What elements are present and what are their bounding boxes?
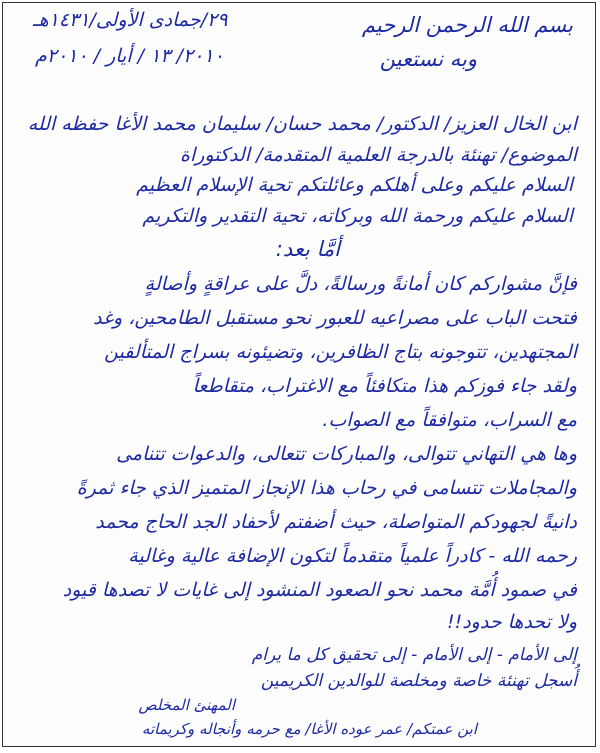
hijri-date: ٢٩/جمادى الأولى/١٤٣١هـ	[33, 9, 228, 31]
gregorian-date: ٢٠١٠/ ١٣ / أيار / ٢٠١٠م	[35, 45, 224, 67]
body-line-8: دانيةً لجهودكم المتواصلة، حيث أضفتم لأحفاد الجد الحاج محمد	[95, 511, 577, 533]
signoff: المهنئ المخلص	[138, 696, 235, 714]
body-line-10: في صمود أُمَّة محمد نحو الصعود المنشود إلى غايات لا تصدها قيود	[62, 579, 577, 601]
body-line-1: فإنَّ مشواركم كان أمانةً ورسالةً، دلَّ على عراقةٍ وأصالةٍ	[144, 273, 577, 295]
closing-line-2: أُسجل تهنئة خاصة ومخلصة للوالدين الكريمين	[260, 671, 577, 691]
greeting-line-2: السلام عليكم ورحمة الله وبركاته، تحية التقدير والتكريم	[142, 205, 573, 227]
body-line-7: والمجاملات تتسامى في رحاب هذا الإنجاز المتميز الذي جاء ثمرةً	[76, 477, 577, 499]
handwritten-letter	[2, 2, 596, 747]
body-line-2: فتحت الباب على مصراعيه للعبور نحو مستقبل الطامحين، وغد	[93, 307, 577, 329]
closing-line-1: إلى الأمام - إلى الأمام - إلى تحقيق كل ما يرام	[251, 645, 577, 665]
body-line-9: رحمه الله - كادراً علمياً متقدماً لتكون الإضافة عالية وغالية	[128, 545, 577, 567]
body-line-4: ولقد جاء فوزكم هذا متكافئاً مع الاغتراب، متقاطعاً	[192, 375, 577, 397]
subject-line: الموضوع/ تهنئة بالدرجة العلمية المتقدمة/ الدكتوراة	[179, 144, 577, 166]
greeting-line-1: السلام عليكم وعلى أهلكم وعائلتكم تحية الإسلام العظيم	[136, 174, 573, 196]
body-line-6: وها هي التهاني تتوالى، والمباركات تتعالى، والدعوات تتنامى	[116, 443, 577, 465]
body-line-3: المجتهدين، تتوجونه بتاج الظافرين، وتضيئونه بسراج المتألقين	[104, 341, 577, 363]
body-line-11: ولا تحدها حدود!!	[446, 611, 577, 633]
nastaeen-line: وبه نستعين	[379, 47, 477, 71]
sender-line: ابن عمتكم/ عمر عوده الأغا/ مع حرمه وأنجاله وكريماته	[141, 720, 477, 738]
amma-baad: أمَّا بعد:	[275, 237, 340, 261]
basmala: بسم الله الرحمن الرحيم	[361, 13, 573, 37]
body-line-5: مع السراب، متوافقاً مع الصواب.	[322, 409, 577, 431]
addressee-line: ابن الخال العزيز/ الدكتور/ محمد حسان/ سليمان محمد الأغا حفظه الله	[27, 113, 577, 135]
